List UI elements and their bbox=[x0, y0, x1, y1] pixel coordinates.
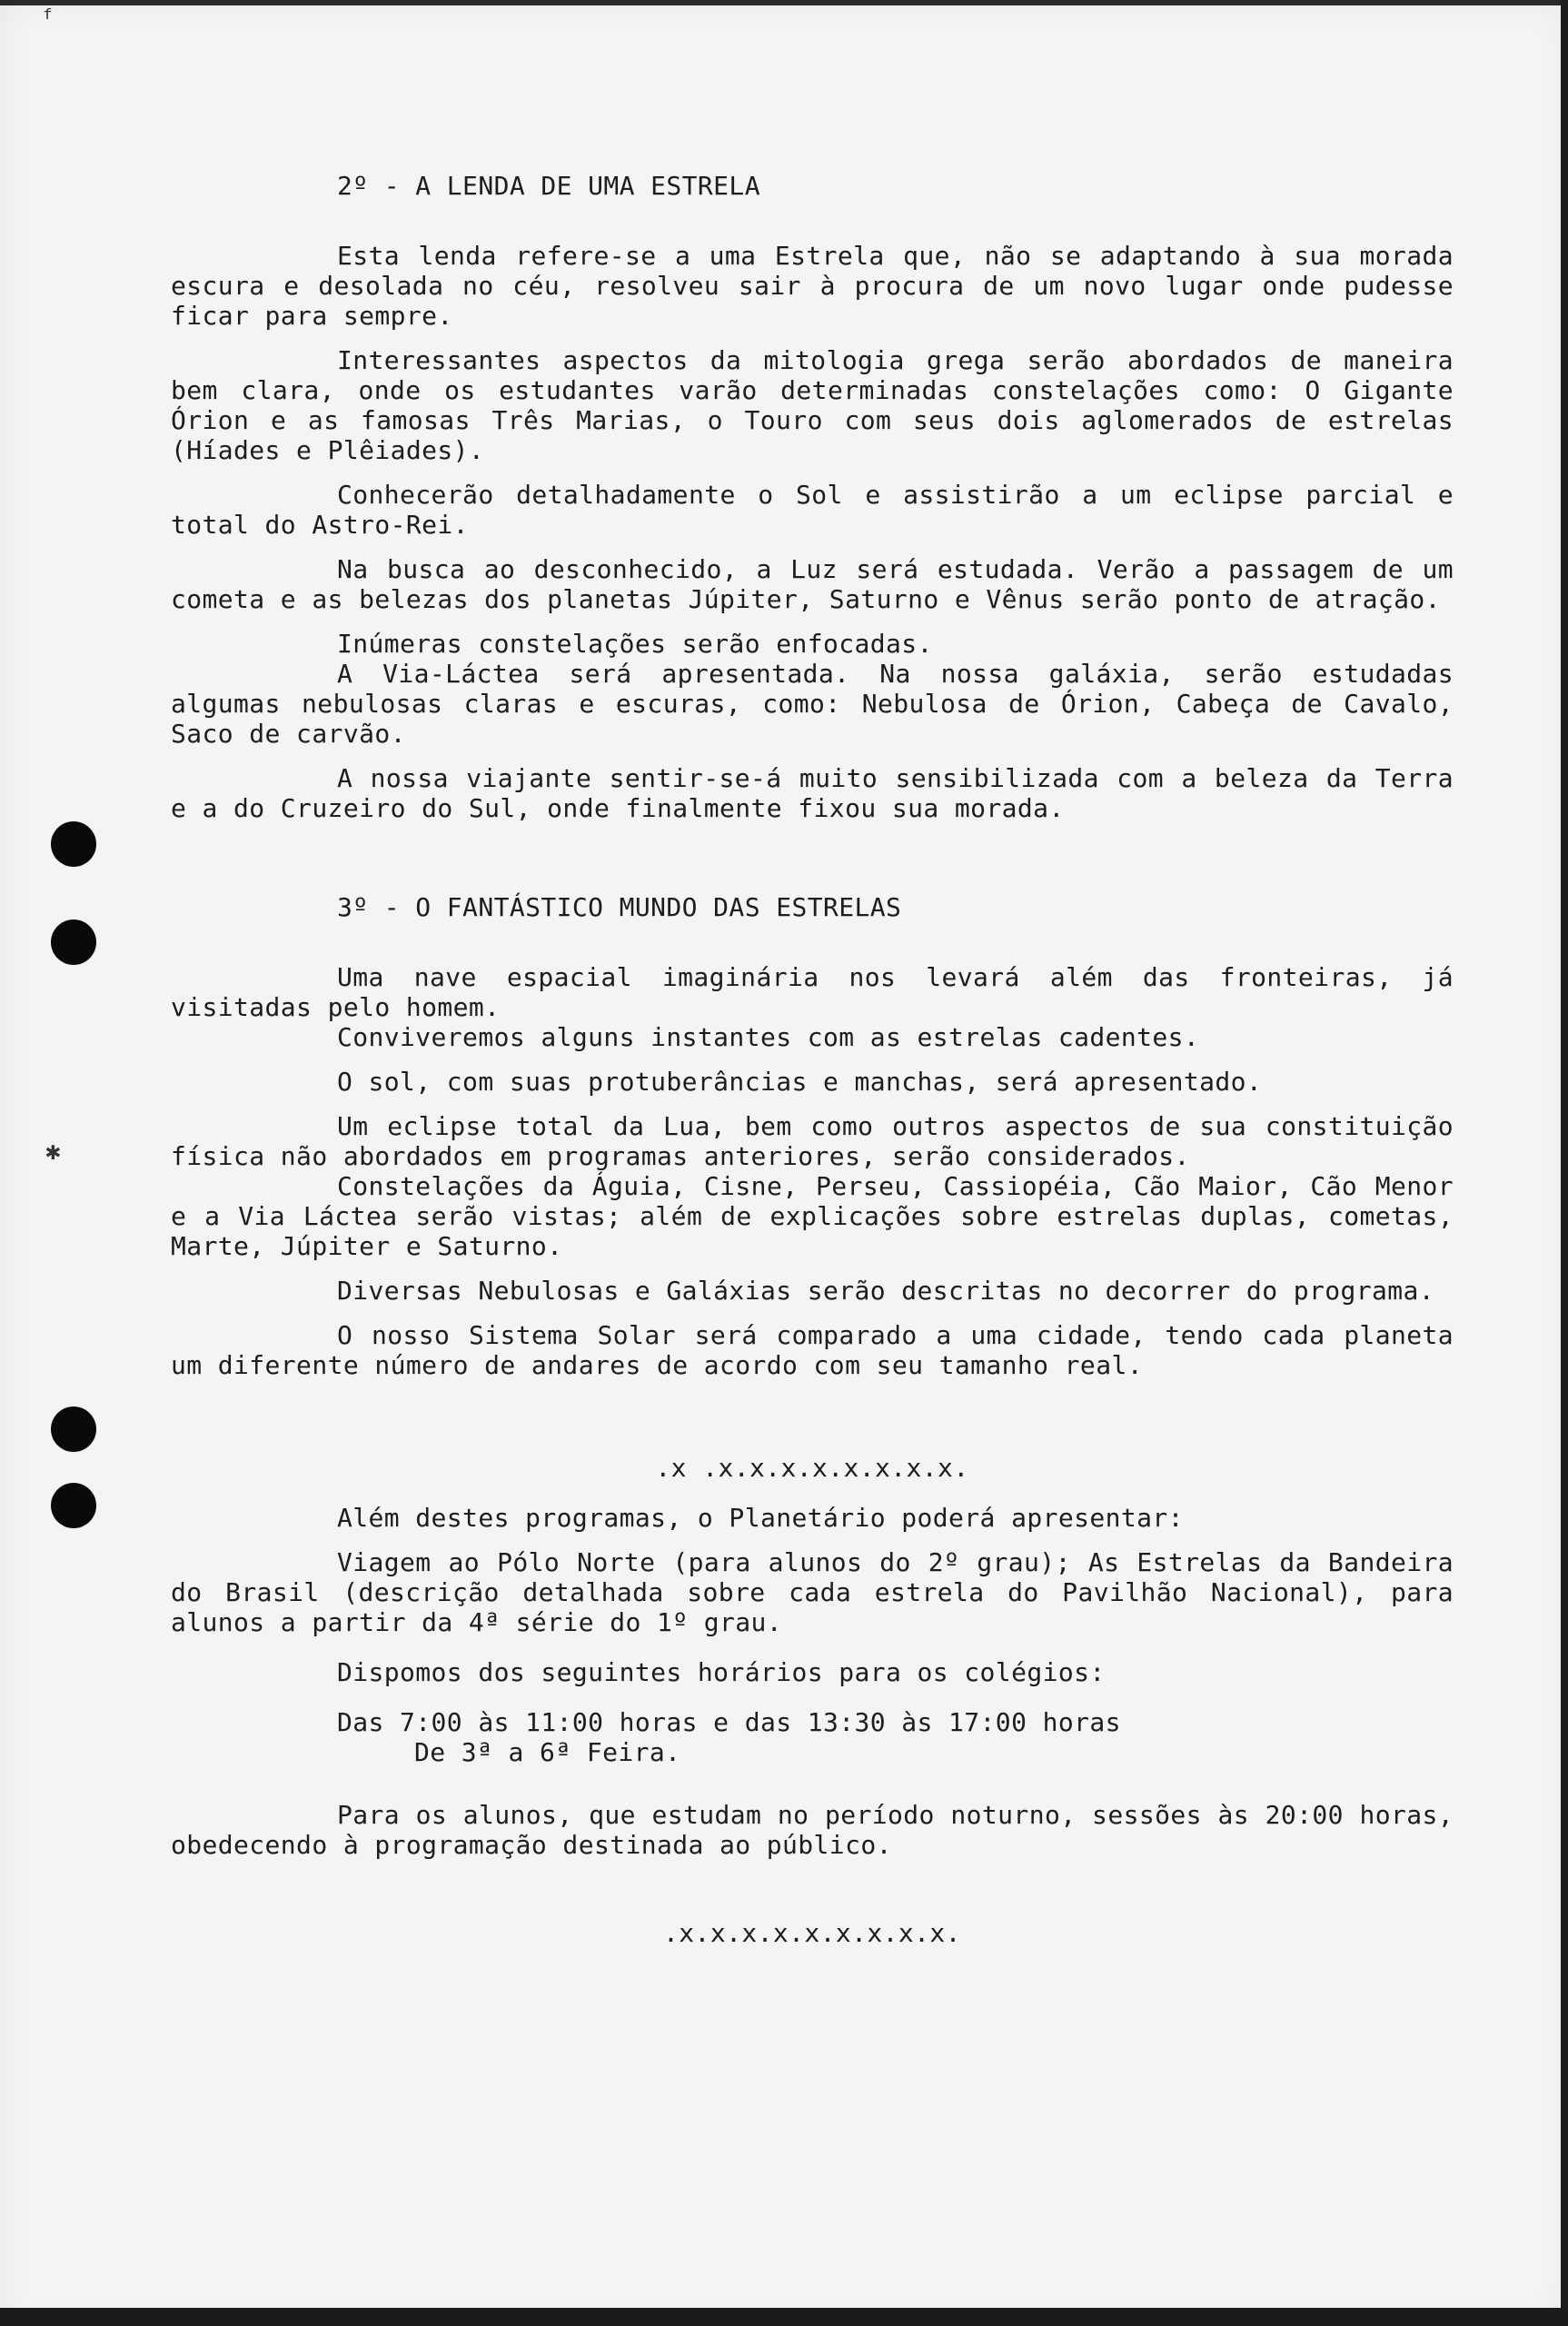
section-title: 2º - A LENDA DE UMA ESTRELA bbox=[337, 171, 760, 201]
paragraph: Viagem ao Pólo Norte (para alunos do 2º grau); As Estrelas da Bandeira do Brasil (descrição detalhada sobre cada estrela do Pavilhão Nacional), para alunos a partir da 4ª série do 1º grau. bbox=[171, 1547, 1454, 1637]
paragraph: A Via-Láctea será apresentada. Na nossa galáxia, serão estudadas algumas nebulosas claras e escuras, como: Nebulosa de Órion, Cabeça de Cavalo, Saco de carvão. bbox=[171, 659, 1454, 749]
paragraph: Um eclipse total da Lua, bem como outros aspectos de sua constituição física não abordados em programas anteriores, serão considerados. bbox=[171, 1111, 1454, 1171]
paragraph: O sol, com suas protuberâncias e manchas, será apresentado. bbox=[337, 1067, 1263, 1097]
paragraph: Conhecerão detalhadamente o Sol e assistirão a um eclipse parcial e total do Astro-Rei. bbox=[171, 480, 1454, 540]
punch-hole-4 bbox=[51, 1483, 96, 1528]
separator: .x .x.x.x.x.x.x.x.x. bbox=[655, 1453, 969, 1483]
paragraph: Constelações da Águia, Cisne, Perseu, Cassiopéia, Cão Maior, Cão Menor e a Via Láctea serão vistas; além de explicações sobre estrelas duplas, cometas, Marte, Júpiter e Saturno. bbox=[171, 1171, 1454, 1261]
paragraph: Na busca ao desconhecido, a Luz será estudada. Verão a passagem de um cometa e as belezas dos planetas Júpiter, Saturno e Vênus serão ponto de atração. bbox=[171, 554, 1454, 614]
punch-hole-1 bbox=[51, 821, 96, 867]
scan-edge-top bbox=[0, 0, 1568, 5]
schedule-line: De 3ª a 6ª Feira. bbox=[414, 1737, 681, 1767]
paragraph: Dispomos dos seguintes horários para os colégios: bbox=[337, 1657, 1106, 1687]
paragraph: Além destes programas, o Planetário poderá apresentar: bbox=[337, 1503, 1184, 1533]
paragraph: Uma nave espacial imaginária nos levará além das fronteiras, já visitadas pelo homem. bbox=[171, 962, 1454, 1022]
corner-mark-icon: ᶠ bbox=[40, 4, 55, 34]
schedule-line: Das 7:00 às 11:00 horas e das 13:30 às 17:00 horas bbox=[337, 1707, 1121, 1737]
paragraph: Inúmeras constelações serão enfocadas. bbox=[337, 629, 933, 659]
paragraph: Diversas Nebulosas e Galáxias serão descritas no decorrer do programa. bbox=[337, 1276, 1435, 1306]
document-body bbox=[171, 171, 1454, 1948]
paragraph: O nosso Sistema Solar será comparado a uma cidade, tendo cada planeta um diferente número de andares de acordo com seu tamanho real. bbox=[171, 1320, 1454, 1380]
paragraph: Conviveremos alguns instantes com as estrelas cadentes. bbox=[337, 1022, 1200, 1052]
separator: .x.x.x.x.x.x.x.x.x. bbox=[663, 1918, 961, 1948]
punch-hole-2 bbox=[51, 919, 96, 965]
paragraph: A nossa viajante sentir-se-á muito sensibilizada com a beleza da Terra e a do Cruzeiro do Sul, onde finalmente fixou sua morada. bbox=[171, 763, 1454, 823]
paragraph: Para os alunos, que estudam no período noturno, sessões às 20:00 horas, obedecendo à programação destinada ao público. bbox=[171, 1800, 1454, 1860]
paragraph: Esta lenda refere-se a uma Estrela que, não se adaptando à sua morada escura e desolada no céu, resolveu sair à procura de um novo lugar onde pudesse ficar para sempre. bbox=[171, 241, 1454, 331]
scan-edge-right bbox=[1561, 0, 1568, 2326]
section-title: 3º - O FANTÁSTICO MUNDO DAS ESTRELAS bbox=[337, 892, 902, 922]
scan-edge-bottom bbox=[0, 2308, 1568, 2326]
punch-hole-3 bbox=[51, 1407, 96, 1452]
asterisk-mark-icon: ✱ bbox=[45, 1136, 61, 1166]
paragraph: Interessantes aspectos da mitologia grega serão abordados de maneira bem clara, onde os estudantes varão determinadas constelações como: O Gigante Órion e as famosas Três Marias, o Touro com seus dois aglomerados de estrelas (Híades e Plêiades). bbox=[171, 345, 1454, 465]
